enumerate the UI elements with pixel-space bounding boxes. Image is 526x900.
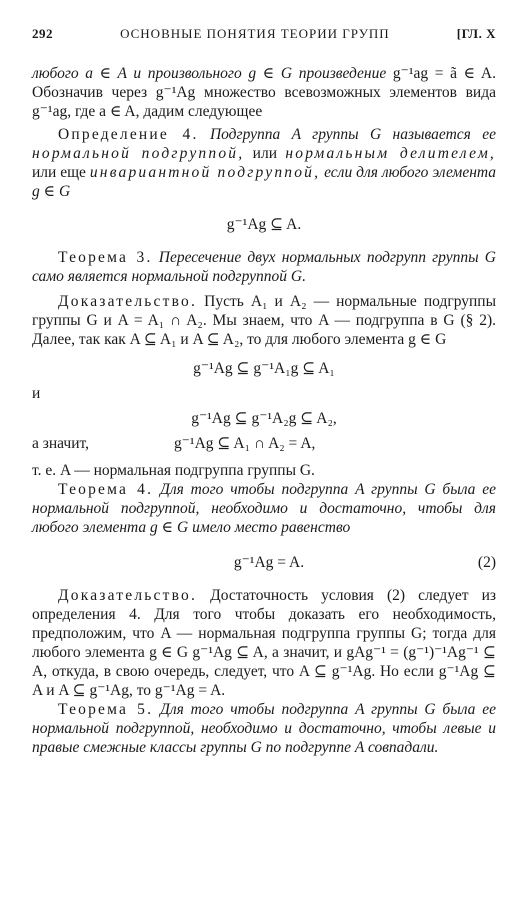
- theorem-5: [32, 700, 496, 757]
- proof4-text: Достаточность условия (2) следует из определения 4. Для того чтобы доказать его необходимость, предположим, что A — нормальная подгруппа группы G; тогда для любого элемента g ∈ G g⁻¹Ag ⊆ A, а значит, и gAg⁻¹ = (g⁻¹)⁻¹Ag⁻¹ ⊆ A, откуда, в свою очередь, следует, что A ⊆ g⁻¹Ag. Но если g⁻¹Ag ⊆ A и A ⊆ g⁻¹Ag, то g⁻¹Ag = A.: [32, 587, 496, 699]
- proof3-formula-3: g⁻¹Ag ⊆ A₁ ∩ A₂ = A,: [174, 435, 316, 452]
- proof-3: [32, 292, 496, 349]
- proof3-label: Доказательство.: [58, 293, 198, 310]
- def4-t4: если для любого элемента g ∈ G: [32, 164, 497, 200]
- thm5-text: Для того чтобы подгруппа A группы G была ее нормальной подгруппой, необходимо и достаточно, чтобы левые и правые смежные классы группы G по подгруппе A совпадали.: [32, 701, 497, 756]
- proof3-thus: а значит,: [32, 435, 90, 452]
- proof4-label: Доказательство.: [58, 587, 198, 604]
- page-number: 292: [32, 26, 53, 41]
- thm4-formula: g⁻¹Ag = A.: [233, 554, 305, 571]
- thm3-text: Пересечение двух нормальных подгрупп группы G само является нормальной подгруппой G.: [32, 249, 496, 285]
- proof-4: [32, 586, 496, 700]
- thm4-label: Теорема 4.: [58, 481, 154, 498]
- para1-italic: любого a ∈ A и произвольного g ∈ G произведение: [32, 65, 387, 82]
- proof3-and: и: [32, 385, 41, 402]
- def4-label: Определение 4.: [58, 126, 199, 143]
- def4-s1: нормальной подгруппой,: [32, 145, 245, 162]
- chapter-marker: [ГЛ. X: [456, 26, 496, 41]
- def4-formula: g⁻¹Ag ⊆ A.: [226, 216, 302, 233]
- theorem-4: [32, 480, 496, 537]
- def4-s3: инвариантной подгруппой,: [89, 164, 321, 181]
- proof3-text: Пусть A₁ и A₂ — нормальные подгруппы группы G и A = A₁ ∩ A₂. Мы знаем, что A — подгруппа в G (§ 2). Далее, так как A ⊆ A₁ и A ⊆ A₂, то для любого элемента g ∈ G: [32, 293, 497, 348]
- thm4-text: Для того чтобы подгруппа A группы G была ее нормальной подгруппой, необходимо и достаточно, чтобы для любого элемента g ∈ G имело место равенство: [32, 481, 497, 536]
- proof3-thus-row: [32, 434, 496, 453]
- thm3-label: Теорема 3.: [58, 249, 153, 266]
- proof3-conclusion: т. е. A — нормальная подгруппа группы G.: [32, 462, 315, 479]
- theorem-3: [32, 248, 496, 286]
- proof3-formula-2: g⁻¹Ag ⊆ g⁻¹A₂g ⊆ A₂,: [191, 410, 337, 427]
- running-title: ОСНОВНЫЕ ПОНЯТИЯ ТЕОРИИ ГРУПП: [120, 26, 390, 41]
- definition-4: [32, 125, 496, 201]
- thm4-formula-row: [32, 553, 496, 572]
- def4-t3: или еще: [32, 164, 86, 181]
- running-header: [32, 26, 496, 42]
- para1-text: g⁻¹ag = ã ∈ A. Обозначив через g⁻¹Ag множество всевозможных элементов вида g⁻¹ag, где a ∈ A, дадим следующее: [32, 65, 496, 120]
- def4-t1: Подгруппа A группы G называется ее: [209, 126, 496, 143]
- def4-t2: или: [252, 145, 277, 162]
- def4-s2: нормальным делителем,: [285, 145, 496, 162]
- page-body: [32, 64, 496, 757]
- paragraph-1: [32, 64, 496, 121]
- equation-number: (2): [477, 554, 496, 571]
- proof3-formula-1: g⁻¹Ag ⊆ g⁻¹A₁g ⊆ A₁: [193, 360, 335, 377]
- thm5-label: Теорема 5.: [58, 701, 154, 718]
